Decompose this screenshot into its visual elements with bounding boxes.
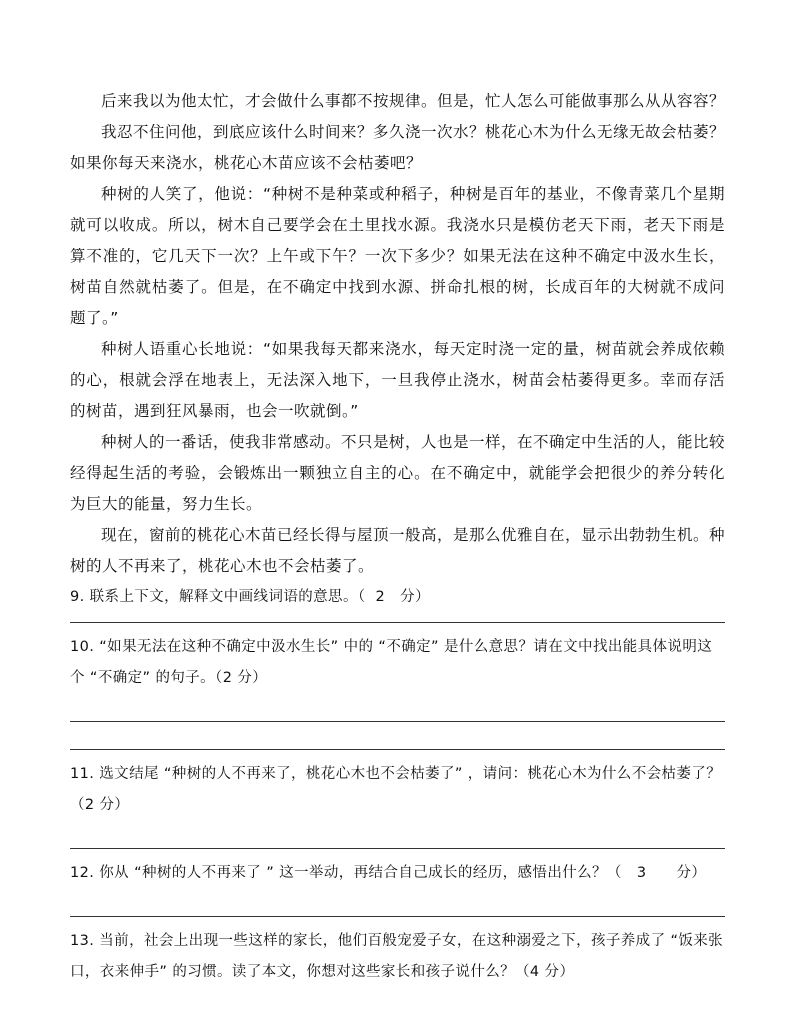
document-page <box>70 86 725 988</box>
passage-paragraph-1: 后来我以为他太忙，才会做什么事都不按规律。但是，忙人怎么可能做事那么从从容容？ <box>101 92 726 110</box>
question-11: 11. 选文结尾 “种树的人不再来了，桃花心木也不会枯萎了” ，请问：桃花心木为什么不会枯萎了？（2 分） <box>70 766 722 813</box>
question-13: 13. 当前，社会上出现一些这样的家长，他们百般宠爱子女，在这种溺爱之下，孩子养成了 “饭来张口，衣来伸手” 的习惯。读了本文，你想对这些家长和孩子说什么？（4 分） <box>70 933 724 980</box>
question-12: 12. 你从 “种树的人不再来了 ” 这一举动，再结合自己成长的经历，感悟出什么？（ 3 分） <box>70 865 707 881</box>
passage-paragraph-2: 我忍不住问他，到底应该什么时间来？多久浇一次水？桃花心木为什么无缘无故会枯萎？如果你每天来浇水，桃花心木苗应该不会枯萎吧？ <box>70 123 726 172</box>
question-10: 10. “如果无法在这种不确定中汲水生长” 中的 “不确定” 是什么意思？请在文中找出能具体说明这个 “不确定” 的句子。（2 分） <box>70 639 713 686</box>
passage-paragraph-3: 种树的人笑了，他说：“种树不是种菜或种稻子，种树是百年的基业，不像青菜几个星期就可以收成。所以，树木自己要学会在土里找水源。我浇水只是模仿老天下雨，老天下雨是算不准的，它几天下一次？上午或下午？一次下多少？如果无法在这种不确定中汲水生长，树苗自然就枯萎了。但是，在不确定中找到水源、拼命扎根的树，长成百年的大树就不成问题了。” <box>70 185 725 327</box>
question-9: 9. 联系上下文，解释文中画线词语的意思。（ 2 分） <box>70 589 430 605</box>
passage-paragraph-4: 种树人语重心长地说：“如果我每天都来浇水，每天定时浇一定的量，树苗就会养成依赖的心，根就会浮在地表上，无法深入地下，一旦我停止浇水，树苗会枯萎得更多。幸而存活的树苗，遇到狂风暴雨，也会一吹就倒。” <box>70 340 725 420</box>
passage-paragraph-5: 种树人的一番话，使我非常感动。不只是树，人也是一样，在不确定中生活的人，能比较经得起生活的考验，会锻炼出一颗独立自主的心。在不确定中，就能学会把很少的养分转化为巨大的能量，努力生长。 <box>70 433 726 513</box>
passage-paragraph-6: 现在，窗前的桃花心木苗已经长得与屋顶一般高，是那么优雅自在，显示出勃勃生机。种树的人不再来了，桃花心木也不会枯萎了。 <box>70 526 726 575</box>
